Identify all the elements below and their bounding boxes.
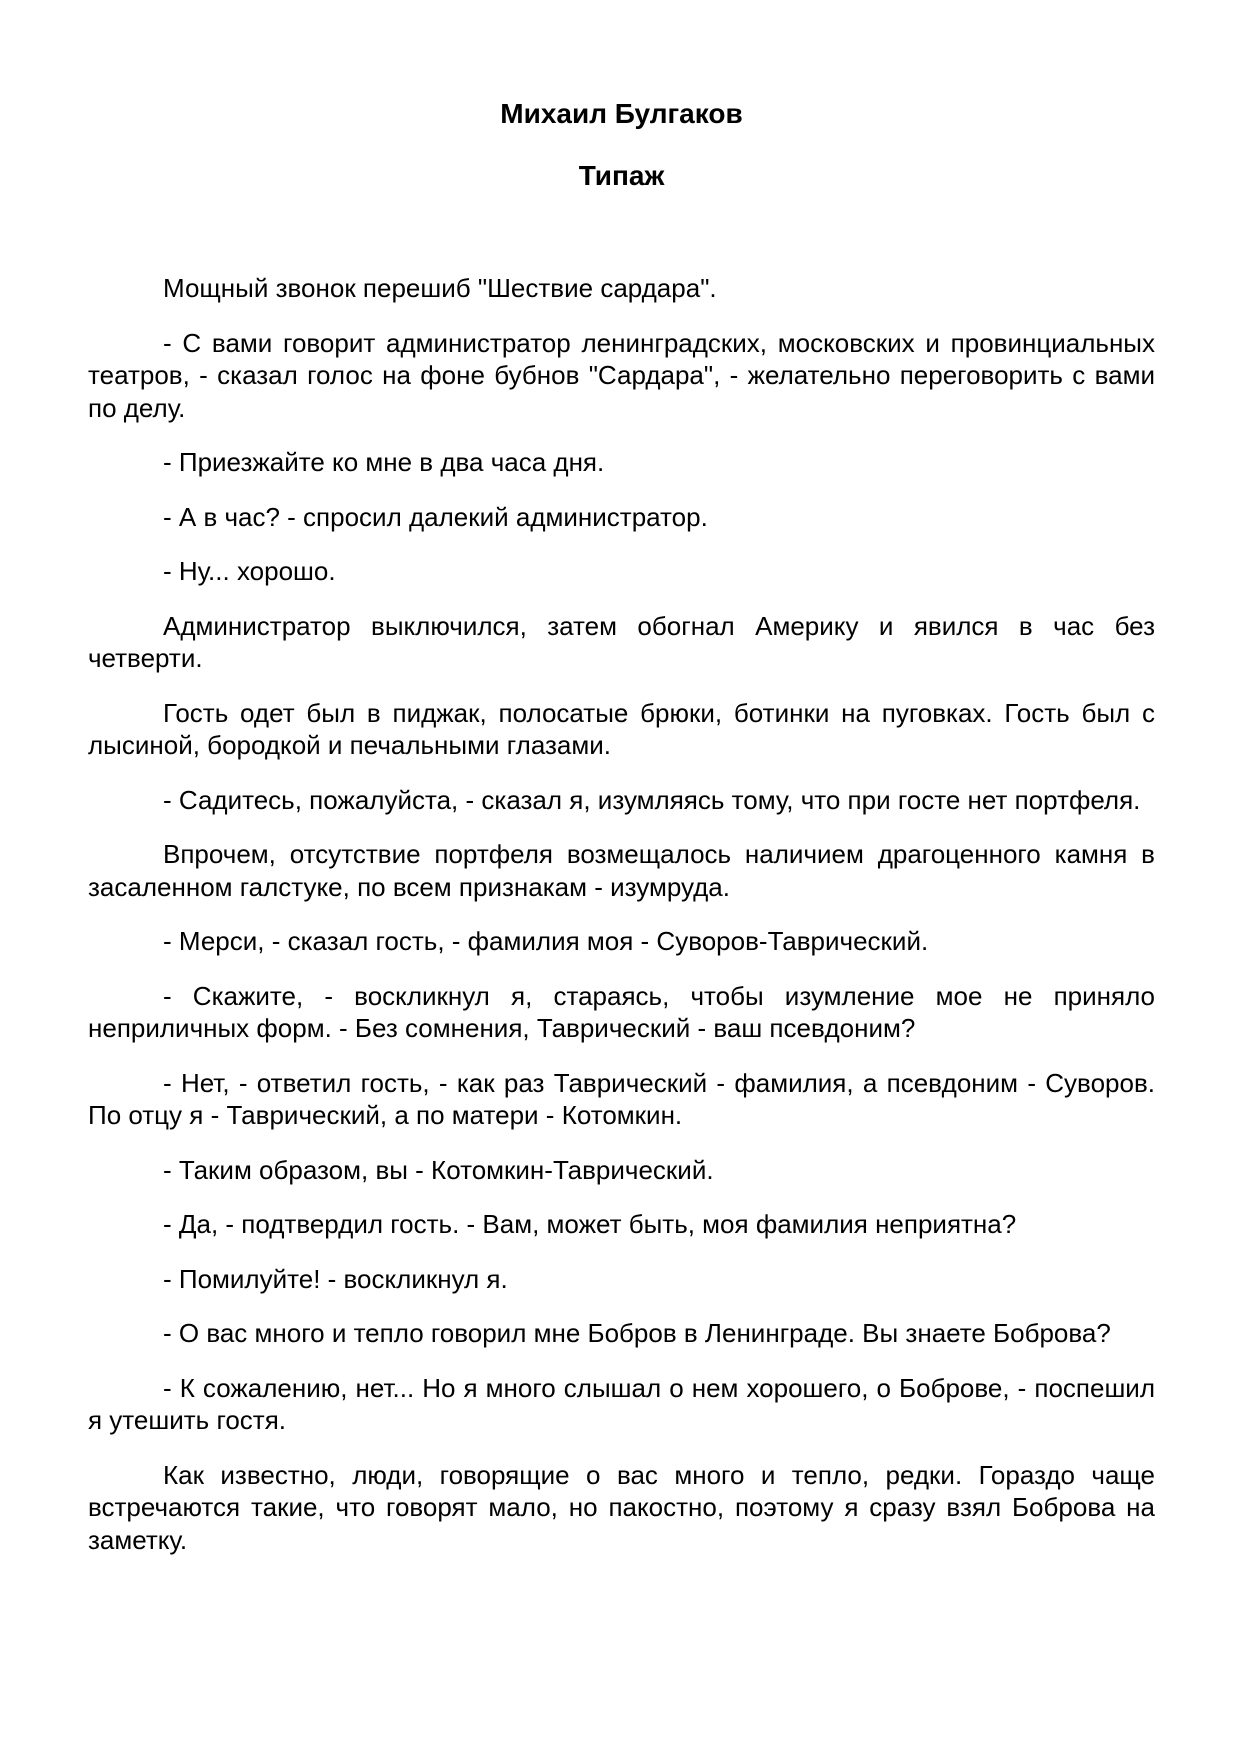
paragraph: - А в час? - спросил далекий администратор. [163,501,708,532]
author-name: Михаил Булгаков [500,98,743,129]
paragraph: - Садитесь, пожалуйста, - сказал я, изумляясь тому, что при госте нет портфеля. [163,784,1141,815]
paragraph: Мощный звонок перешиб "Шествие сардара". [163,273,717,303]
paragraph: - Да, - подтвердил гость. - Вам, может быть, моя фамилия неприятна? [163,1209,1017,1239]
paragraph: Как известно, люди, говорящие о вас много и тепло, редки. Гораздо чаще встречаются такие, что говорят мало, но пакостно, поэтому я сразу взял Боброва на заметку. [88,1459,1155,1555]
paragraph: - Мерси, - сказал гость, - фамилия моя - Суворов-Таврический. [163,926,929,956]
story-body [88,272,1155,1578]
paragraph: - Таким образом, вы - Котомкин-Таврический. [163,1154,714,1185]
paragraph: - Нет, - ответил гость, - как раз Таврический - фамилия, а псевдоним - Суворов. По отцу я - Таврический, а по матери - Котомкин. [88,1067,1155,1130]
paragraph: - Ну... хорошо. [163,556,336,586]
paragraph: - Приезжайте ко мне в два часа дня. [163,447,605,477]
paragraph: Гость одет был в пиджак, полосатые брюки, ботинки на пуговках. Гость был с лысиной, бородкой и печальными глазами. [88,697,1155,760]
paragraph: - Скажите, - воскликнул я, стараясь, чтобы изумление мое не приняло неприличных форм. - Без сомнения, Таврический - ваш псевдоним? [88,980,1155,1043]
story-title: Типаж [578,160,665,191]
paragraph: Впрочем, отсутствие портфеля возмещалось наличием драгоценного камня в засаленном галстуке, по всем признакам - изумруда. [88,839,1155,902]
paragraph: - О вас много и тепло говорил мне Бобров в Ленинграде. Вы знаете Боброва? [163,1318,1111,1348]
paragraph: - С вами говорит администратор ленинградских, московских и провинциальных театров, - сказал голос на фоне бубнов "Сардара", - желательно переговорить с вами по делу. [88,327,1155,423]
paragraph: Администратор выключился, затем обогнал Америку и явился в час без четверти. [88,610,1155,673]
paragraph: - Помилуйте! - воскликнул я. [163,1263,508,1294]
paragraph: - К сожалению, нет... Но я много слышал о нем хорошего, о Боброве, - поспешил я утешить гостя. [88,1372,1155,1435]
